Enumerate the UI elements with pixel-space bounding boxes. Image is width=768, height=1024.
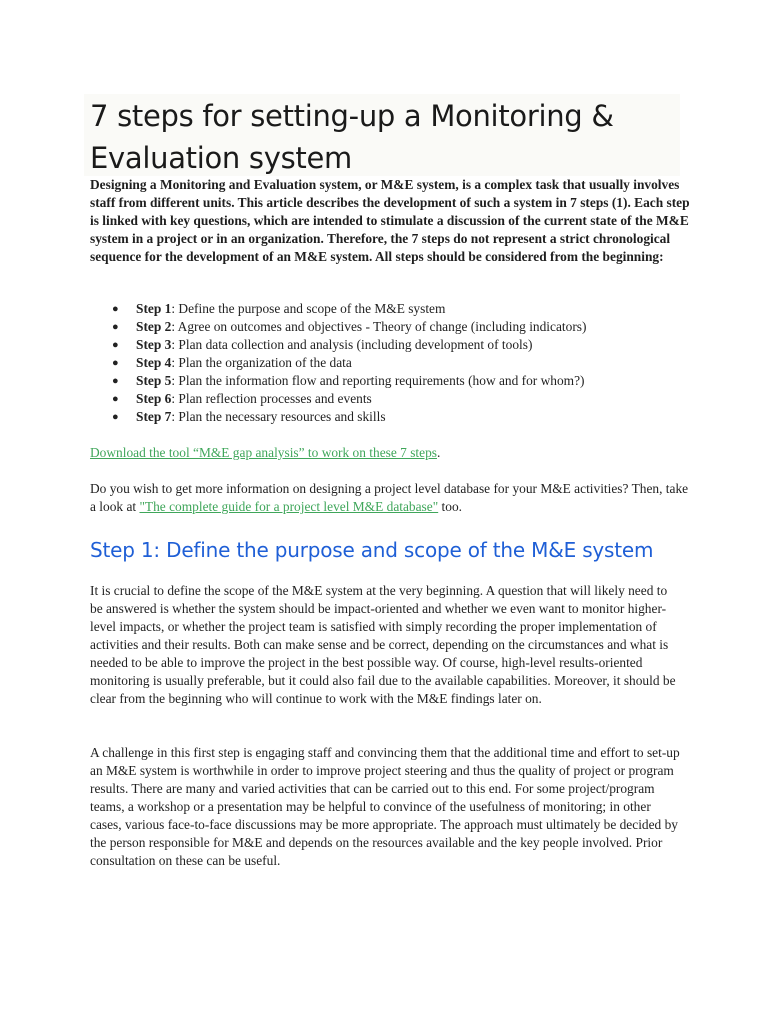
list-item [90,354,690,372]
list-item [90,408,690,426]
step-text: : Plan reflection processes and events [171,391,372,406]
body-paragraph-2: A challenge in this first step is engaging staff and convincing them that the additional time and effort to set-up an M&E system is worthwhile in order to improve project steering and thus the quality of project or program results. There are many and varied activities that can be carried out to this end. For some project/program teams, a workshop or a presentation may be helpful to convince of the usefulness of monitoring; in other cases, various face-to-face discussions may be more appropriate. The approach must ultimately be decided by the person responsible for M&E and depends on the resources available and the key people involved. Prior consultation on these can be useful. [90,745,680,868]
bullet-icon: ● [112,303,119,315]
step-label: Step 1 [136,301,172,316]
step-label: Step 6 [136,391,172,406]
step-text: : Plan the necessary resources and skills [171,409,386,424]
list-item [90,390,690,408]
download-tool-link[interactable]: Download the tool “M&E gap analysis” to work on these 7 steps [90,445,437,460]
bullet-icon: ● [112,339,119,351]
step-text: : Plan the organization of the data [171,355,352,370]
list-item [90,318,690,336]
step-label: Step 5 [136,373,172,388]
step-text: : Agree on outcomes and objectives - Theory of change (including indicators) [171,319,587,334]
bullet-icon: ● [112,411,119,423]
intro-paragraph: Designing a Monitoring and Evaluation system, or M&E system, is a complex task that usually involves staff from different units. This article describes the development of such a system in 7 steps (1). Each step is linked with key questions, which are intended to stimulate a discussion of the current state of the M&E system in a project or in an organization. Therefore, the 7 steps do not represent a strict chronological sequence for the development of an M&E system. All steps should be considered from the beginning: [90,177,690,264]
download-suffix: . [436,445,441,460]
bullet-icon: ● [112,321,119,333]
more-info-paragraph [90,480,690,516]
step-text: : Plan the information flow and reporting requirements (how and for whom?) [171,373,585,388]
step-label: Step 4 [136,355,172,370]
step-label: Step 2 [136,319,172,334]
list-item [90,372,690,390]
step-label: Step 3 [136,337,172,352]
bullet-icon: ● [112,375,119,387]
steps-list [90,300,690,426]
more-info-suffix: too. [438,499,462,514]
bullet-icon: ● [112,393,119,405]
step-text: : Define the purpose and scope of the M&E system [171,301,446,316]
body-paragraph-1: It is crucial to define the scope of the M&E system at the very beginning. A question that will likely need to be answered is whether the system should be impact-oriented and whether we even want to monitor higher-level impacts, or whether the project team is satisfied with simply recording the proper implementation of activities and their results. Both can make sense and be correct, depending on the circumstances and what is needed to be able to improve the project in the best possible way. Of course, high-level results-oriented monitoring is usually preferable, but it could also fail due to the available capabilities. Moreover, it should be clear from the beginning who will continue to work with the M&E findings later on. [90,583,676,706]
database-guide-link[interactable]: "The complete guide for a project level M&E database" [139,499,439,514]
more-info-text: Do you wish to get more information on designing a project level database for your M&E activities? Then, take a look at [90,481,689,514]
bullet-icon: ● [112,357,119,369]
download-paragraph [90,444,690,462]
list-item [90,336,690,354]
step-text: : Plan data collection and analysis (including development of tools) [171,337,533,352]
list-item [90,300,690,318]
step-label: Step 7 [136,409,172,424]
page-title: 7 steps for setting-up a Monitoring & Evaluation system [90,99,614,175]
section-heading: Step 1: Define the purpose and scope of the M&E system [90,538,654,562]
